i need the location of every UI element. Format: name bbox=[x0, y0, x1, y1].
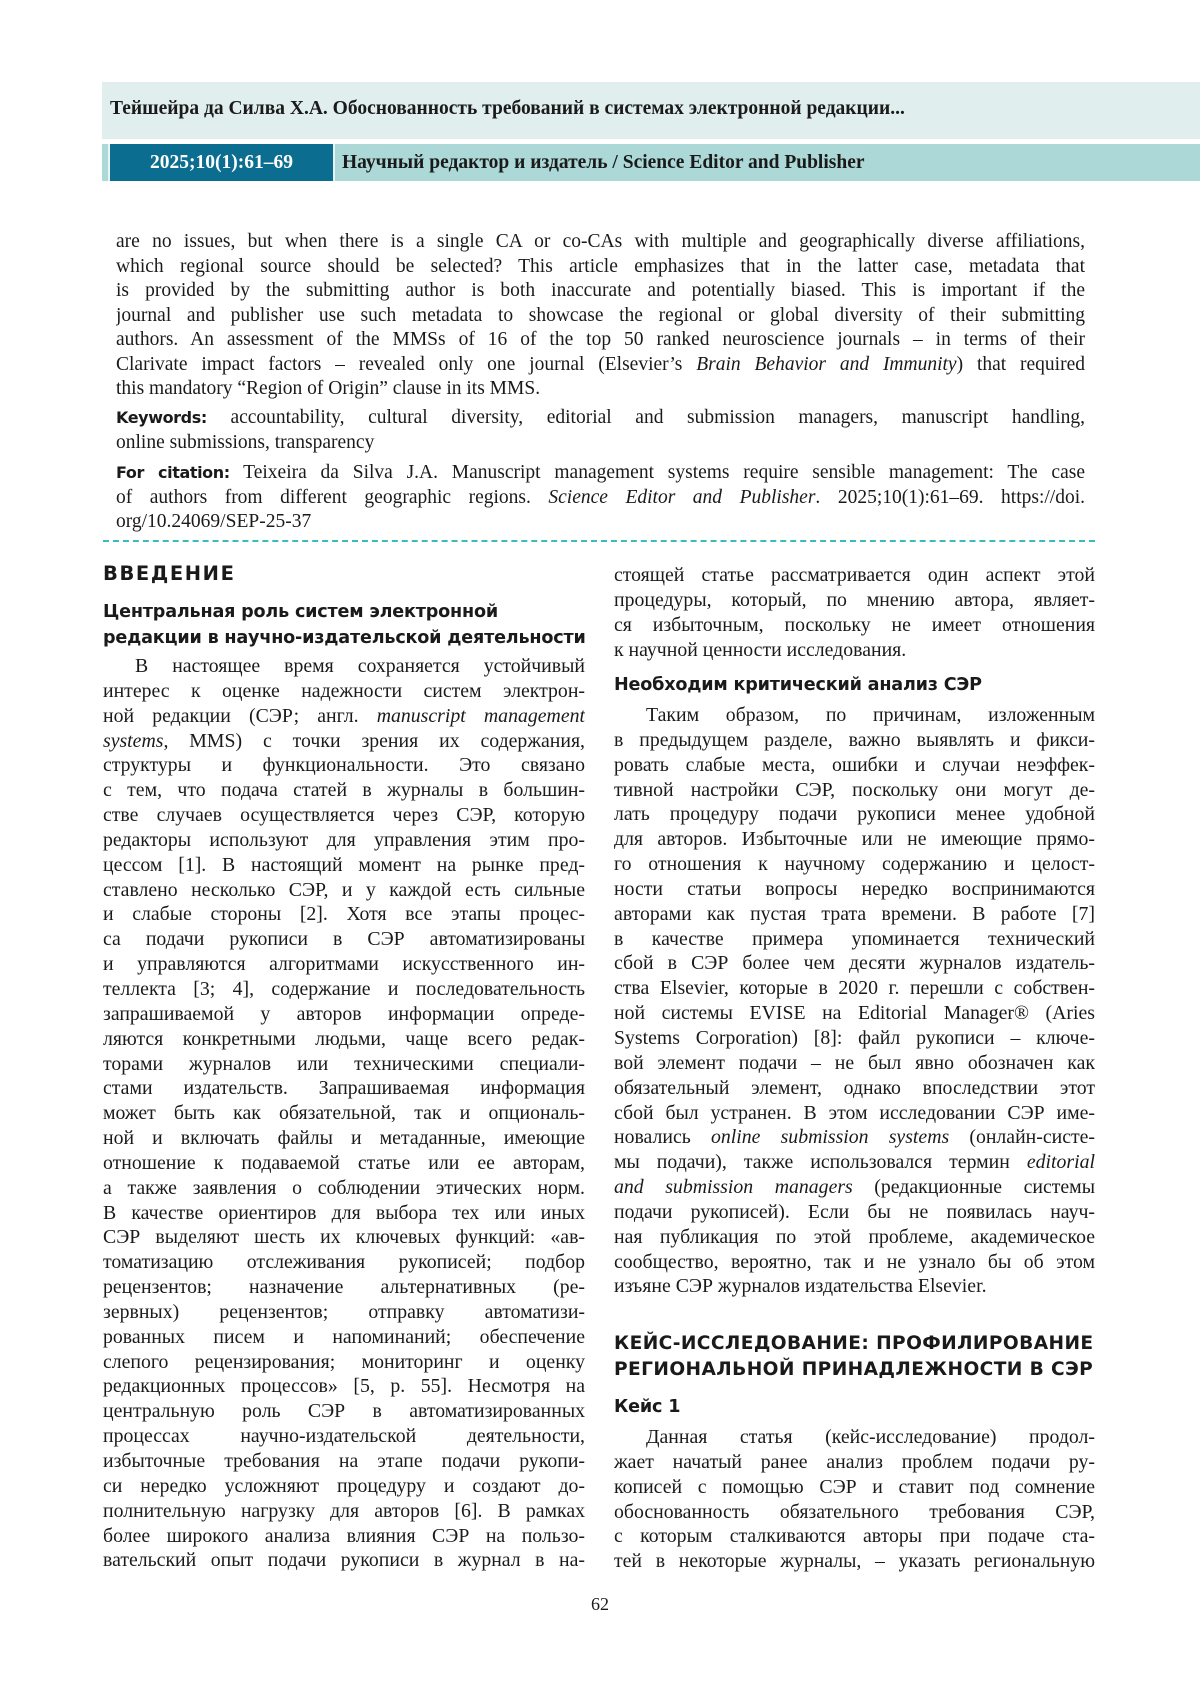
text-segment: Systems Corporation) [8]: файл рукописи – ключе- bbox=[614, 1027, 1095, 1049]
text-line bbox=[103, 1524, 585, 1549]
keywords bbox=[116, 406, 1085, 455]
citation-text: Teixeira da Silva J.A. Manuscript management systems require sensible management: The case bbox=[230, 462, 1085, 483]
text-segment: ной редакции (СЭР; англ. bbox=[103, 705, 377, 727]
text-line bbox=[103, 828, 585, 853]
text-line bbox=[103, 977, 585, 1002]
text-segment: структуры и функциональности. Это связано bbox=[103, 754, 585, 776]
text-line bbox=[103, 1101, 585, 1126]
text-line bbox=[103, 1300, 585, 1325]
text-line bbox=[103, 1350, 585, 1375]
text-segment: Clarivate impact factors – revealed only one journal (Elsevier’s bbox=[116, 354, 696, 375]
text-line bbox=[103, 902, 585, 927]
text-segment: жает начатый ранее анализ проблем подачи ру- bbox=[614, 1451, 1095, 1473]
text-line bbox=[614, 976, 1095, 1001]
text-segment: В качестве ориентиров для выбора тех или иных bbox=[103, 1202, 585, 1224]
text-line bbox=[116, 486, 1085, 511]
text-line bbox=[116, 461, 1085, 486]
text-segment: может быть как обязательной, так и опциональ- bbox=[103, 1102, 585, 1124]
page-number: 62 bbox=[580, 1594, 620, 1615]
text-segment: are no issues, but when there is a single CA or co-CAs with multiple and geographically diverse affiliations, bbox=[116, 231, 1085, 252]
keywords-label: Keywords: bbox=[116, 408, 207, 427]
text-segment: новались bbox=[614, 1126, 711, 1148]
text-segment: в качестве примера упоминается технический bbox=[614, 928, 1095, 950]
text-line bbox=[614, 1549, 1095, 1574]
citation-journal: Science Editor and Publisher bbox=[548, 487, 815, 508]
section-heading: ВВЕДЕНИЕ bbox=[103, 562, 236, 585]
italic-text: editorial bbox=[1027, 1151, 1095, 1173]
text-segment: и управляются алгоритмами искусственного ин- bbox=[103, 953, 585, 975]
text-line bbox=[614, 852, 1095, 877]
text-line bbox=[614, 951, 1095, 976]
text-segment: сбой был устранен. В этом исследовании СЭР име- bbox=[614, 1102, 1095, 1124]
text-segment: цессом [1]. В настоящий момент на рынке пред- bbox=[103, 854, 585, 876]
text-segment: процессах научно-издательской деятельности, bbox=[103, 1425, 585, 1447]
text-line bbox=[614, 802, 1095, 827]
text-line bbox=[614, 1524, 1095, 1549]
text-segment: изъяне СЭР журналов издательства Elsevier. bbox=[614, 1275, 987, 1297]
citation-text: of authors from different geographic regions. bbox=[116, 487, 548, 508]
text-segment: ной и включать файлы и метаданные, имеющие bbox=[103, 1127, 585, 1149]
text-segment: авторами как пустая трата времени. В работе [7] bbox=[614, 903, 1095, 925]
text-segment: рецензентов; назначение альтернативных (ре- bbox=[103, 1276, 585, 1298]
keywords-text: accountability, cultural diversity, editorial and submission managers, manuscript handling, bbox=[207, 407, 1085, 428]
text-segment: кописей с помощью СЭР и ставит под сомнение bbox=[614, 1476, 1095, 1498]
text-segment: торами журналов или техническими специали- bbox=[103, 1053, 585, 1075]
text-line bbox=[103, 729, 585, 754]
text-segment: избыточные требования на этапе подачи рукопи- bbox=[103, 1450, 585, 1472]
section-heading bbox=[614, 1331, 1094, 1383]
text-segment: томатизацию отслеживания рукописей; подбор bbox=[103, 1251, 585, 1273]
text-segment: редакторы используют для управления этим про- bbox=[103, 829, 585, 851]
text-line bbox=[103, 1151, 585, 1176]
text-line bbox=[103, 803, 585, 828]
text-segment: тей в некоторые журналы, – указать региональную bbox=[614, 1550, 1095, 1572]
text-segment: в предыдущем разделе, важно выявлять и фикси- bbox=[614, 729, 1095, 751]
text-segment: (редакционные системы bbox=[853, 1176, 1095, 1198]
text-line bbox=[614, 1250, 1095, 1275]
intro-paragraph bbox=[103, 654, 585, 1573]
italic-text: Brain Behavior and Immunity bbox=[696, 354, 956, 375]
text-segment: стоящей статье рассматривается один аспект этой bbox=[614, 564, 1095, 586]
text-segment: Таким образом, по причинам, изложенным bbox=[646, 704, 1095, 726]
text-line bbox=[614, 1150, 1095, 1175]
text-segment: более широкого анализа влияния СЭР на пользо- bbox=[103, 1525, 585, 1547]
text-line bbox=[614, 1500, 1095, 1525]
text-segment: для авторов. Избыточные или не имеющие прямо- bbox=[614, 828, 1095, 850]
text-segment: си нередко усложняют процедуру и создают до- bbox=[103, 1475, 585, 1497]
italic-text: manuscript management bbox=[377, 705, 585, 727]
journal-name: Научный редактор и издатель / Science Editor and Publisher bbox=[342, 144, 865, 181]
text-line bbox=[103, 704, 585, 729]
text-line bbox=[116, 255, 1085, 280]
citation-doi-link[interactable]: org/10.24069/SEP-25-37 bbox=[116, 511, 311, 532]
text-line bbox=[614, 613, 1095, 638]
text-segment: зервных) рецензентов; отправку автоматизи- bbox=[103, 1301, 585, 1323]
text-line bbox=[614, 1175, 1095, 1200]
subsection-heading-line: редакции в научно-издательской деятельности bbox=[103, 625, 586, 651]
text-line bbox=[614, 902, 1095, 927]
text-line bbox=[103, 1275, 585, 1300]
text-line bbox=[103, 1399, 585, 1424]
text-segment: а также заявления о соблюдении этических норм. bbox=[103, 1177, 585, 1199]
text-line bbox=[614, 638, 1095, 663]
text-segment: интерес к оценке надежности систем электрон- bbox=[103, 680, 585, 702]
text-line bbox=[103, 1548, 585, 1573]
subsection-heading-line: Центральная роль систем электронной bbox=[103, 599, 586, 625]
text-line bbox=[116, 431, 1085, 456]
text-line bbox=[103, 878, 585, 903]
text-line bbox=[614, 1425, 1095, 1450]
text-segment: теллекта [3; 4], содержание и последовательность bbox=[103, 978, 585, 1000]
text-segment: к научной ценности исследования. bbox=[614, 639, 906, 661]
text-line bbox=[103, 654, 585, 679]
text-line bbox=[116, 279, 1085, 304]
text-line bbox=[614, 588, 1095, 613]
text-line bbox=[614, 1274, 1095, 1299]
text-line bbox=[116, 377, 1085, 402]
text-line bbox=[614, 1200, 1095, 1225]
text-line bbox=[103, 679, 585, 704]
text-line bbox=[103, 1424, 585, 1449]
abstract bbox=[116, 230, 1085, 402]
text-line bbox=[614, 778, 1095, 803]
text-segment: ной системы EVISE на Editorial Manager® (Aries bbox=[614, 1002, 1095, 1024]
citation bbox=[116, 461, 1085, 535]
text-line bbox=[614, 827, 1095, 852]
text-line bbox=[103, 1201, 585, 1226]
text-segment: подачи рукописей). Если бы не появилась науч- bbox=[614, 1201, 1095, 1223]
text-segment: ) that required bbox=[957, 354, 1085, 375]
italic-text: systems bbox=[103, 730, 163, 752]
text-line bbox=[103, 853, 585, 878]
text-line bbox=[103, 1052, 585, 1077]
italic-text: online submission systems bbox=[711, 1126, 949, 1148]
italic-text: and submission managers bbox=[614, 1176, 853, 1198]
text-line bbox=[614, 1225, 1095, 1250]
text-segment: ная публикация по этой проблеме, академическое bbox=[614, 1226, 1095, 1248]
case-heading: Кейс 1 bbox=[614, 1394, 680, 1420]
text-segment: ся избыточным, поскольку не имеет отношения bbox=[614, 614, 1095, 636]
text-segment: редакционных процессов» [5, p. 55]. Несмотря на bbox=[103, 1375, 585, 1397]
text-segment: is provided by the submitting author is both inaccurate and potentially biased. This is important if the bbox=[116, 280, 1085, 301]
text-segment: стве случаев осуществляется через СЭР, которую bbox=[103, 804, 585, 826]
text-line bbox=[103, 1027, 585, 1052]
text-segment: рованных писем и напоминаний; обеспечение bbox=[103, 1326, 585, 1348]
text-line bbox=[614, 927, 1095, 952]
case-paragraph bbox=[614, 1425, 1095, 1574]
text-line bbox=[614, 728, 1095, 753]
text-line bbox=[103, 1250, 585, 1275]
subsection-heading bbox=[103, 599, 586, 651]
text-segment: с которым сталкиваются авторы при подаче ста- bbox=[614, 1525, 1095, 1547]
text-segment: отношение к подаваемой статье или ее авторам, bbox=[103, 1152, 585, 1174]
text-segment: го отношения к научному содержанию и целост- bbox=[614, 853, 1095, 875]
text-line bbox=[103, 753, 585, 778]
text-line bbox=[614, 877, 1095, 902]
text-segment: с тем, что подача статей в журналы в большин- bbox=[103, 779, 585, 801]
text-segment: , MMS) с точки зрения их содержания, bbox=[163, 730, 585, 752]
text-segment: В настоящее время сохраняется устойчивый bbox=[135, 655, 585, 677]
critical-paragraph bbox=[614, 703, 1095, 1299]
text-line bbox=[614, 1026, 1095, 1051]
issue-badge: 2025;10(1):61–69 bbox=[110, 144, 335, 181]
text-segment: сбой в СЭР более чем десяти журналов издатель- bbox=[614, 952, 1095, 974]
citation-label: For citation: bbox=[116, 463, 230, 482]
text-segment: ства Elsevier, которые в 2020 г. перешли с собствен- bbox=[614, 977, 1095, 999]
text-segment: лать процедуру подачи рукописи менее удобной bbox=[614, 803, 1095, 825]
text-line bbox=[103, 927, 585, 952]
text-segment: ности статьи вопросы нередко воспринимаются bbox=[614, 878, 1095, 900]
text-line bbox=[116, 230, 1085, 255]
section-heading-line: РЕГИОНАЛЬНОЙ ПРИНАДЛЕЖНОСТИ В СЭР bbox=[614, 1357, 1094, 1383]
text-line bbox=[103, 778, 585, 803]
text-segment: Данная статья (кейс-исследование) продол- bbox=[646, 1426, 1095, 1448]
section-heading-line: КЕЙС-ИССЛЕДОВАНИЕ: ПРОФИЛИРОВАНИЕ bbox=[614, 1331, 1094, 1357]
text-segment: стами издательств. Запрашиваемая информация bbox=[103, 1077, 585, 1099]
text-line bbox=[116, 304, 1085, 329]
text-segment: запрашиваемой у авторов информации опреде- bbox=[103, 1003, 585, 1025]
text-line bbox=[103, 1076, 585, 1101]
text-segment: и слабые стороны [2]. Хотя все этапы процес- bbox=[103, 903, 585, 925]
text-segment: ляются конкретными людьми, чаще всего редак- bbox=[103, 1028, 585, 1050]
text-line bbox=[116, 353, 1085, 378]
text-line bbox=[103, 1325, 585, 1350]
section-divider bbox=[103, 540, 1095, 542]
running-title: Тейшейра да Силва Х.А. Обоснованность требований в системах электронной редакции... bbox=[110, 98, 905, 120]
subsection-heading: Необходим критический анализ СЭР bbox=[614, 672, 982, 698]
text-line bbox=[116, 406, 1085, 431]
text-line bbox=[614, 1450, 1095, 1475]
text-segment: мы подачи), также использовался термин bbox=[614, 1151, 1027, 1173]
text-line bbox=[103, 1176, 585, 1201]
text-segment: which regional source should be selected? This article emphasizes that in the latter case, metadata that bbox=[116, 256, 1085, 277]
text-segment: СЭР выделяют шесть их ключевых функций: «ав- bbox=[103, 1226, 585, 1248]
text-line bbox=[103, 1002, 585, 1027]
text-line bbox=[116, 510, 1085, 535]
text-line bbox=[614, 753, 1095, 778]
text-line bbox=[103, 1126, 585, 1151]
text-line bbox=[614, 1076, 1095, 1101]
text-segment: сообщество, вероятно, так и не узнало бы об этом bbox=[614, 1251, 1095, 1273]
text-segment: процедуры, который, по мнению автора, являет- bbox=[614, 589, 1095, 611]
text-line bbox=[614, 1475, 1095, 1500]
running-header bbox=[102, 82, 1200, 139]
text-line bbox=[614, 1125, 1095, 1150]
text-segment: обязательный элемент, однако впоследствии этот bbox=[614, 1077, 1095, 1099]
text-line bbox=[103, 1474, 585, 1499]
text-segment: тивной настройки СЭР, поскольку они могут де- bbox=[614, 779, 1095, 801]
text-segment: ровать слабые места, ошибки и случаи неэффек- bbox=[614, 754, 1095, 776]
text-segment: вой элемент подачи – не был явно обозначен как bbox=[614, 1052, 1095, 1074]
journal-header bbox=[102, 144, 1200, 181]
text-segment: полнительную нагрузку для авторов [6]. В рамках bbox=[103, 1500, 585, 1522]
intro-paragraph-continued bbox=[614, 563, 1095, 662]
text-segment: вательский опыт подачи рукописи в журнал в на- bbox=[103, 1549, 585, 1571]
keywords-text: online submissions, transparency bbox=[116, 432, 374, 453]
text-segment: са подачи рукописи в СЭР автоматизированы bbox=[103, 928, 585, 950]
text-segment: обоснованность обязательного требования СЭР, bbox=[614, 1501, 1095, 1523]
text-line bbox=[103, 1374, 585, 1399]
text-line bbox=[103, 1499, 585, 1524]
text-segment: слепого рецензирования; мониторинг и оценку bbox=[103, 1351, 585, 1373]
text-segment: this mandatory “Region of Origin” clause in its MMS. bbox=[116, 378, 540, 399]
text-line bbox=[103, 1449, 585, 1474]
header-stripe bbox=[102, 144, 110, 181]
text-line bbox=[614, 563, 1095, 588]
text-line bbox=[614, 1001, 1095, 1026]
text-line bbox=[614, 703, 1095, 728]
text-segment: центральную роль СЭР в автоматизированных bbox=[103, 1400, 585, 1422]
text-segment: (онлайн-систе- bbox=[949, 1126, 1095, 1148]
text-line bbox=[614, 1101, 1095, 1126]
text-line bbox=[116, 328, 1085, 353]
text-segment: journal and publisher use such metadata to showcase the regional or global diversity of their submitting bbox=[116, 305, 1085, 326]
text-segment: authors. An assessment of the MMSs of 16 of the top 50 ranked neuroscience journals – in terms of their bbox=[116, 329, 1085, 350]
text-line bbox=[614, 1051, 1095, 1076]
text-line bbox=[103, 952, 585, 977]
text-segment: ставлено несколько СЭР, и у каждой есть сильные bbox=[103, 879, 585, 901]
text-line bbox=[103, 1225, 585, 1250]
citation-text[interactable]: . 2025;10(1):61–69. https://doi. bbox=[815, 487, 1085, 508]
